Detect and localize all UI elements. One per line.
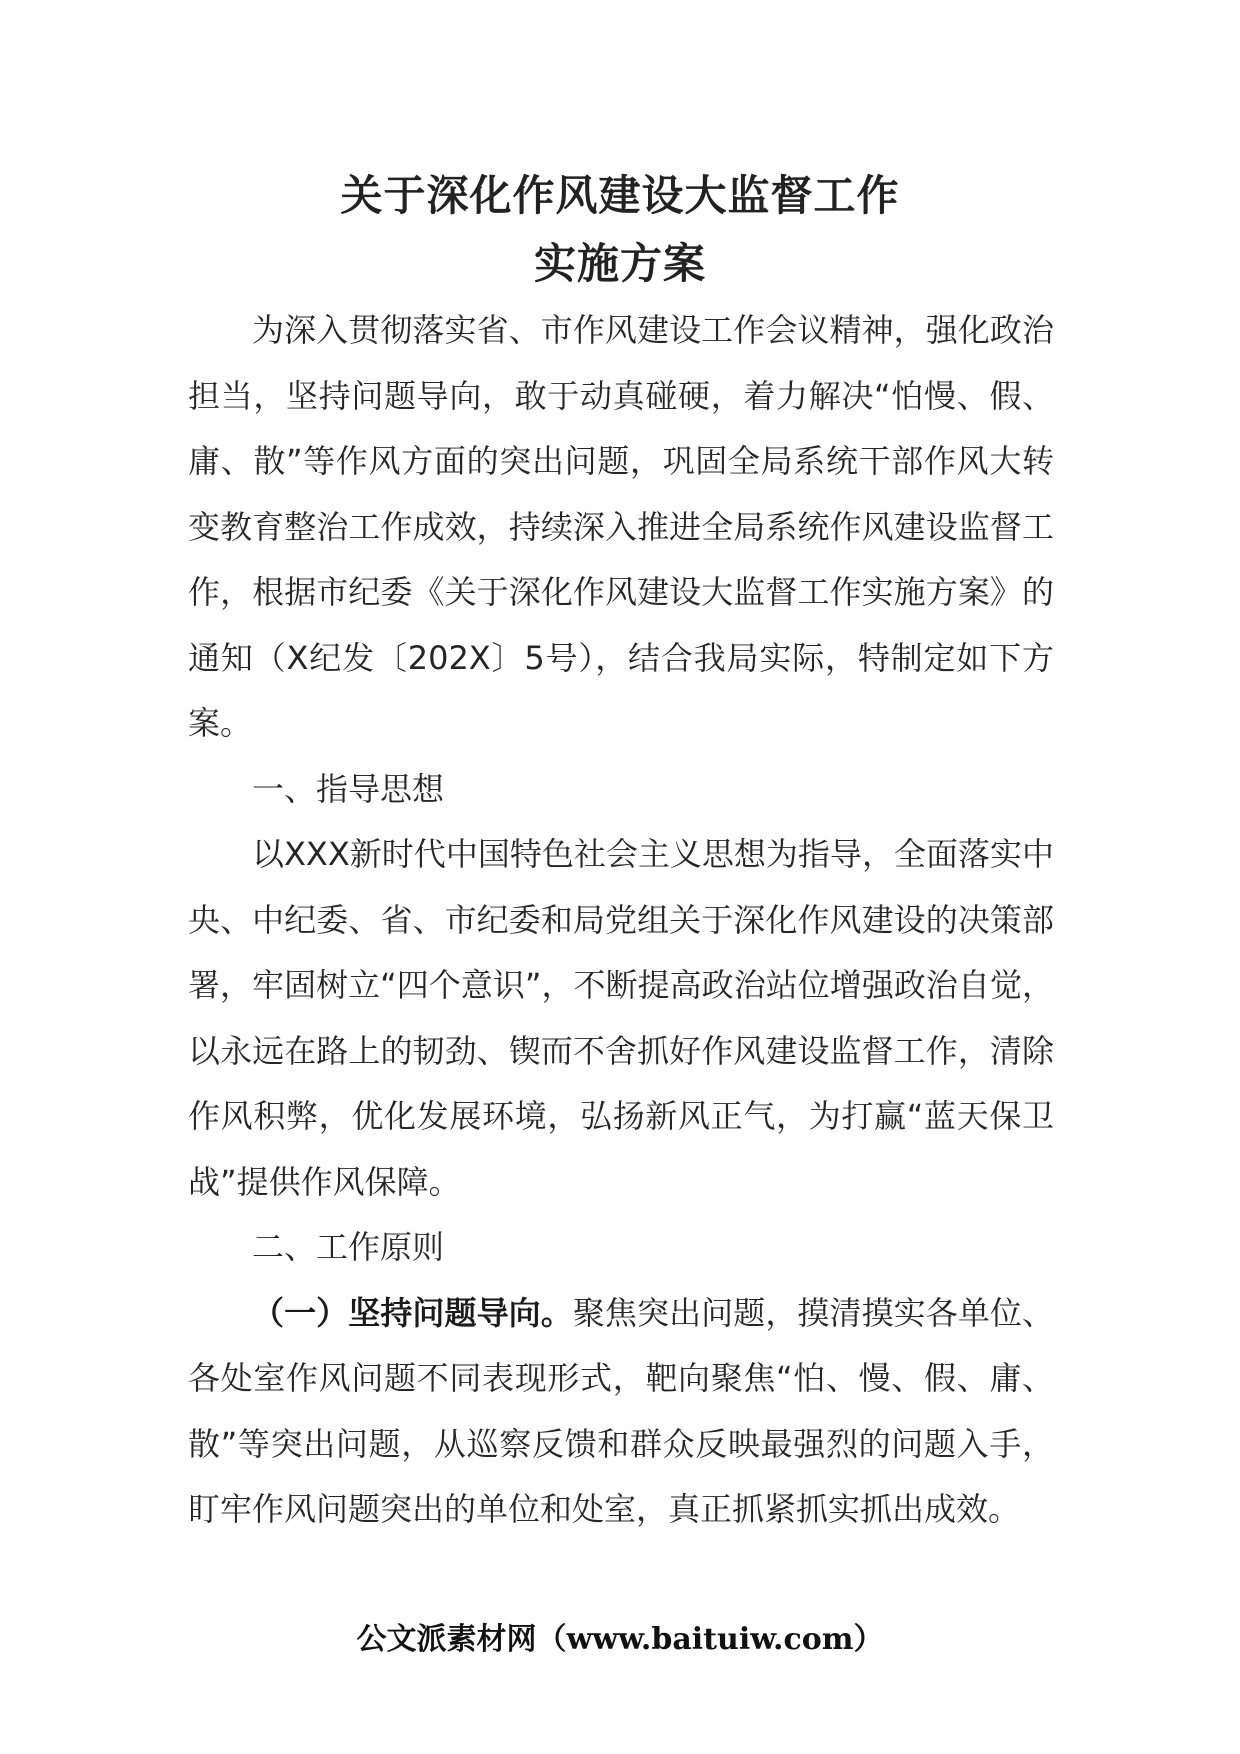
section-heading-work-principles: 二、工作原则 [252, 1228, 445, 1266]
paragraph-intro: 为深入贯彻落实省、市作风建设工作会议精神，强化政治担当，坚持问题导向，敢于动真碰硬，着力解决“怕慢、假、庸、散”等作风方面的突出问题，巩固全局系统干部作风大转变教育整治工作成效，持续深入推进全局系统作风建设监督工作，根据市纪委《关于深化作风建设大监督工作实施方案》的通知（X纪发〔202X〕5号），结合我局实际，特制定如下方案。 [188, 311, 1054, 742]
document-title-line-1: 关于深化作风建设大监督工作 [340, 171, 900, 220]
principle-1-text: 聚焦突出问题，摸清摸实各单位、各处室作风问题不同表现形式，靶向聚焦“怕、慢、假、庸、散”等突出问题，从巡察反馈和群众反映最强烈的问题入手，盯牢作风问题突出的单位和处室，真正抓紧抓实抓出成效。 [188, 1293, 1054, 1528]
principle-1-lead: （一）坚持问题导向。 [252, 1293, 573, 1332]
document-title-line-2: 实施方案 [533, 239, 706, 288]
paragraph-principle-1 [188, 1281, 1054, 1543]
paragraph-guiding-ideology: 以XXX新时代中国特色社会主义思想为指导，全面落实中央、中纪委、省、市纪委和局党组关于深化作风建设的决策部署，牢固树立“四个意识”，不断提高政治站位增强政治自觉，以永远在路上的韧劲、锲而不舍抓好作风建设监督工作，清除作风积弊，优化发展环境，弘扬新风正气，为打赢“蓝天保卫战”提供作风保障。 [188, 835, 1054, 1201]
document-body [188, 298, 1054, 1543]
footer-watermark: 公文派素材网（www.baituiw.com） [356, 1622, 884, 1657]
section-heading-guiding-ideology: 一、指导思想 [252, 769, 445, 808]
